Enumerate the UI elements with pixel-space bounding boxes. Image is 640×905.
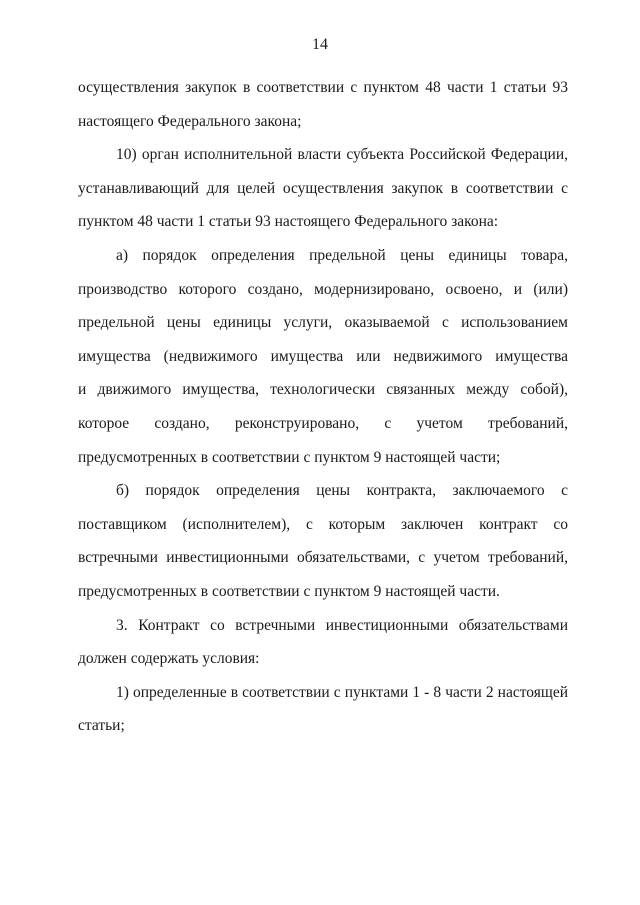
paragraph (78, 239, 568, 474)
text-line: предусмотренных в соответствии с пунктом 9 настоящей части. (78, 582, 500, 600)
text-line: устанавливающий для целей осуществления закупок в соответствии с (78, 179, 568, 197)
text-line: 1) определенные в соответствии с пунктами 1 - 8 части 2 настоящей (116, 683, 568, 701)
text-line: которое создано, реконструировано, с учетом требований, (78, 414, 568, 432)
text-line: а) порядок определения предельной цены единицы товара, (116, 246, 568, 264)
text-line: статьи; (78, 717, 125, 735)
text-line: 10) орган исполнительной власти субъекта Российской Федерации, (116, 146, 568, 164)
text-line: и движимого имущества, технологически связанных между собой), (78, 381, 568, 399)
text-line: 3. Контракт со встречными инвестиционными обязательствами (116, 616, 568, 634)
text-line: имущества (недвижимого имущества или недвижимого имущества (78, 347, 568, 365)
page-number: 14 (312, 36, 328, 53)
paragraph (78, 71, 568, 138)
text-line: осуществления закупок в соответствии с пунктом 48 части 1 статьи 93 (78, 79, 568, 96)
paragraph (78, 676, 568, 743)
text-line: предельной цены единицы услуги, оказываемой с использованием (78, 314, 568, 332)
document-body (78, 71, 568, 743)
text-line: встречными инвестиционными обязательствами, с учетом требований, (78, 549, 568, 567)
paragraph (78, 474, 568, 608)
text-line: производство которого создано, модернизировано, освоено, и (или) (78, 280, 568, 298)
text-line: б) порядок определения цены контракта, заключаемого с (116, 482, 568, 500)
paragraph (78, 138, 568, 239)
text-line: пунктом 48 части 1 статьи 93 настоящего Федерального закона: (78, 213, 499, 231)
text-line: поставщиком (исполнителем), с которым заключен контракт со (78, 515, 568, 533)
text-line: настоящего Федерального закона; (78, 112, 302, 130)
paragraph (78, 609, 568, 676)
text-line: предусмотренных в соответствии с пунктом 9 настоящей части; (78, 448, 501, 466)
text-line: должен содержать условия: (78, 650, 260, 668)
